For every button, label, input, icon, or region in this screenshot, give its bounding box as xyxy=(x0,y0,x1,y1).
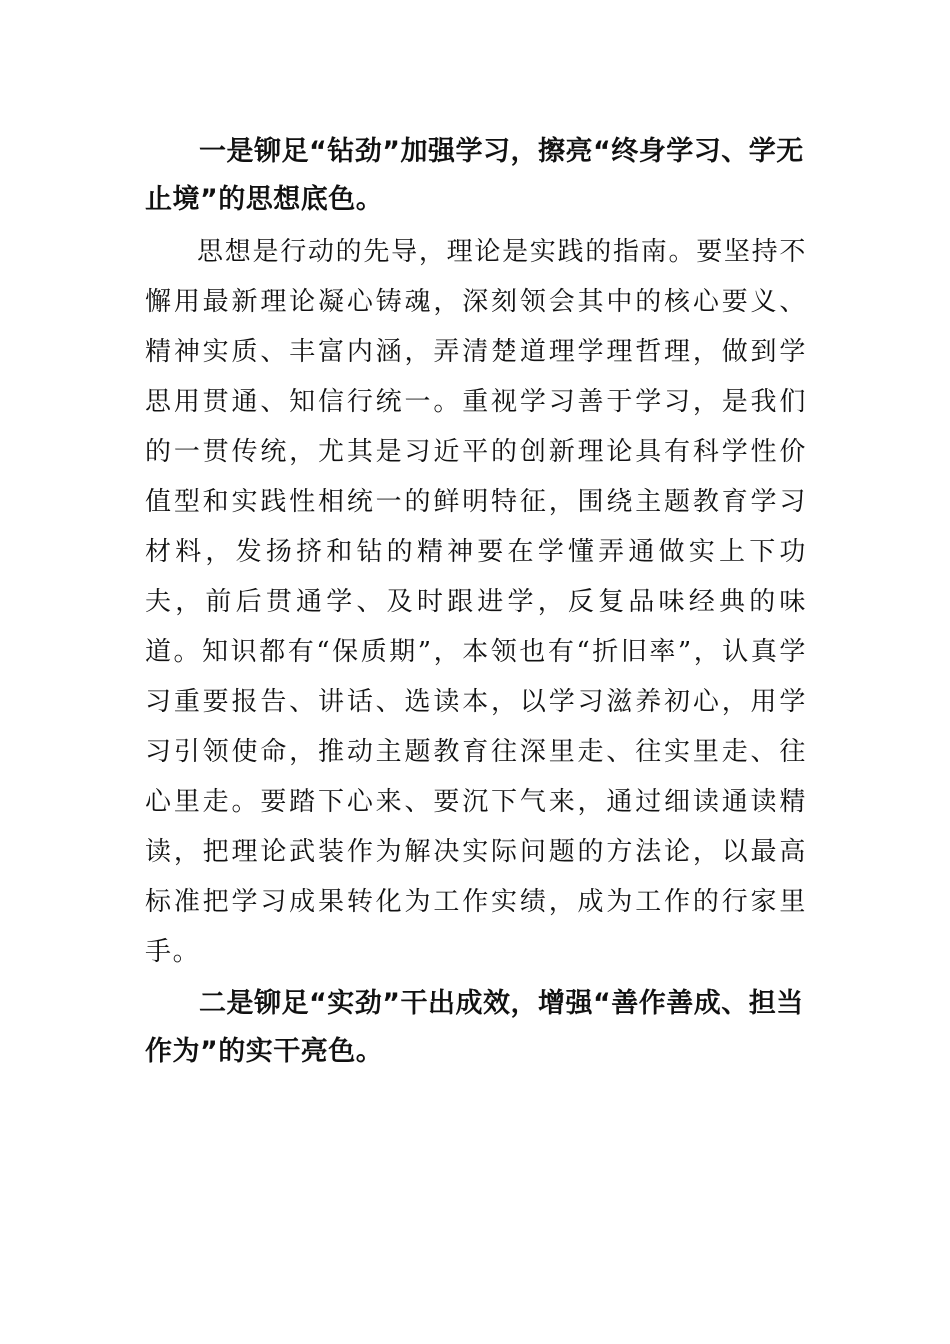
body-paragraph: 思想是行动的先导，理论是实践的指南。要坚持不懈用最新理论凝心铸魂，深刻领会其中的核心要义、精神实质、丰富内涵，弄清楚道理学理哲理，做到学思用贯通、知信行统一。重视学习善于学习，是我们的一贯传统，尤其是习近平的创新理论具有科学性价值型和实践性相统一的鲜明特征，围绕主题教育学习材料，发扬挤和钻的精神要在学懂弄通做实上下功夫，前后贯通学、及时跟进学，反复品味经典的味道。知识都有“保质期”，本领也有“折旧率”，认真学习重要报告、讲话、选读本，以学习滋养初心，用学习引领使命，推动主题教育往深里走、往实里走、往心里走。要踏下心来、要沉下气来，通过细读通读精读，把理论武装作为解决实际问题的方法论，以最高标准把学习成果转化为工作实绩，成为工作的行家里手。 xyxy=(145,237,807,967)
document-body xyxy=(145,128,807,1076)
section-heading-1: 一是铆足“钻劲”加强学习，擦亮“终身学习、学无止境”的思想底色。 xyxy=(145,136,804,215)
section-heading-2: 二是铆足“实劲”干出成效，增强“善作善成、担当作为”的实干亮色。 xyxy=(145,988,804,1067)
